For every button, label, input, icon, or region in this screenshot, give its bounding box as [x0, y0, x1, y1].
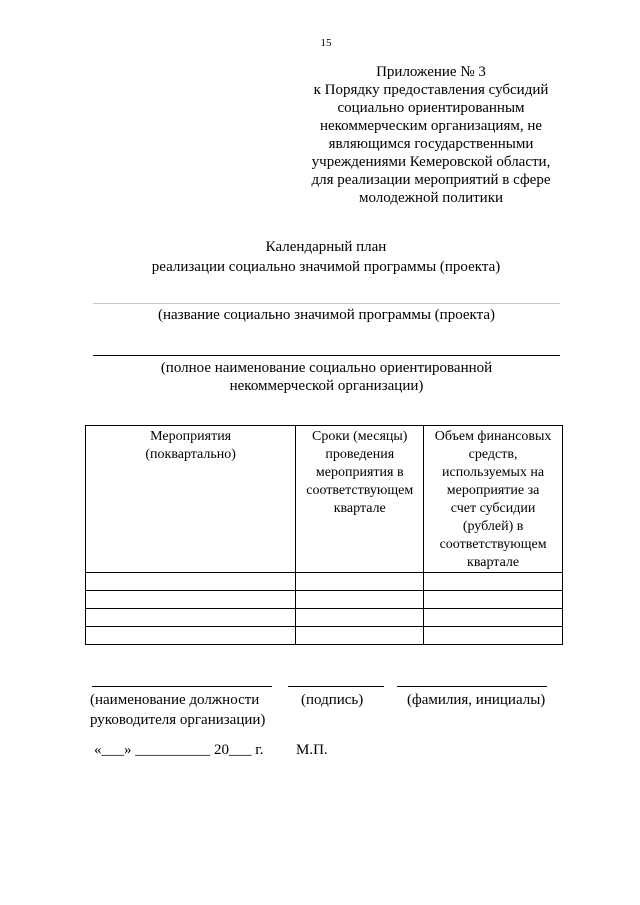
- table-header-row: [86, 426, 563, 573]
- date-open-quote: «: [94, 742, 102, 758]
- header-funding: [424, 426, 563, 573]
- appendix-header: [300, 63, 562, 207]
- header-text: счет субсидии: [450, 501, 536, 516]
- appendix-line: некоммерческим организациям, не: [319, 118, 543, 134]
- table-cell[interactable]: [424, 627, 563, 645]
- stamp-place: М.П.: [296, 742, 328, 758]
- header-text: соответствующем: [306, 483, 414, 498]
- header-text: (поквартально): [145, 447, 236, 462]
- org-name-caption: [93, 359, 560, 395]
- signature-caption: (подпись): [301, 692, 364, 708]
- header-text: Мероприятия: [150, 429, 232, 444]
- table-cell[interactable]: [424, 591, 563, 609]
- position-caption-line2: руководителя организации): [90, 712, 266, 728]
- appendix-line: для реализации мероприятий в сфере: [311, 172, 551, 188]
- header-text: средств,: [468, 447, 518, 462]
- table-cell[interactable]: [296, 573, 424, 591]
- position-caption-line1: (наименование должности: [90, 692, 260, 708]
- header-text: мероприятия в: [315, 465, 404, 480]
- year-suffix: г.: [255, 742, 264, 758]
- program-name-fill-line[interactable]: [93, 303, 560, 304]
- table-cell[interactable]: [86, 627, 296, 645]
- header-text: соответствующем: [439, 537, 547, 552]
- position-caption: [90, 690, 290, 730]
- table-cell[interactable]: [296, 627, 424, 645]
- org-caption-line1: (полное наименование социально ориентированной: [160, 360, 493, 376]
- table-row: [86, 627, 563, 645]
- name-caption: (фамилия, инициалы): [407, 692, 546, 708]
- plan-title: [0, 237, 640, 277]
- appendix-line: учреждениями Кемеровской области,: [311, 154, 551, 170]
- org-name-fill-line[interactable]: [93, 355, 560, 356]
- header-activities: [86, 426, 296, 573]
- header-text: квартале: [467, 555, 520, 570]
- plan-title-line2: реализации социально значимой программы (проекта): [151, 259, 501, 275]
- table-cell[interactable]: [86, 573, 296, 591]
- org-caption-line2: некоммерческой организации): [229, 378, 424, 394]
- table-cell[interactable]: [424, 573, 563, 591]
- appendix-line: к Порядку предоставления субсидий: [313, 82, 549, 98]
- table-cell[interactable]: [296, 591, 424, 609]
- signature-fill-line[interactable]: [288, 686, 384, 687]
- header-text: (рублей) в: [462, 519, 524, 534]
- table-cell[interactable]: [424, 609, 563, 627]
- header-text: квартале: [333, 501, 386, 516]
- table-row: [86, 609, 563, 627]
- table-cell[interactable]: [86, 591, 296, 609]
- table-row: [86, 591, 563, 609]
- calendar-plan-table: [85, 425, 563, 645]
- header-timing: [296, 426, 424, 573]
- header-text: Объем финансовых: [434, 429, 552, 444]
- appendix-line: социально ориентированным: [337, 100, 525, 116]
- year-prefix: 20: [214, 742, 229, 758]
- appendix-line: являющимся государственными: [328, 136, 534, 152]
- header-text: используемых на: [442, 465, 545, 480]
- month-blank[interactable]: __________: [135, 742, 211, 758]
- program-name-caption: (название социально значимой программы (проекта): [157, 307, 496, 323]
- table-cell[interactable]: [86, 609, 296, 627]
- year-blank[interactable]: ___: [229, 742, 252, 758]
- table-row: [86, 573, 563, 591]
- appendix-line: Приложение № 3: [376, 64, 486, 80]
- header-text: проведения: [325, 447, 395, 462]
- table-cell[interactable]: [296, 609, 424, 627]
- header-text: Сроки (месяцы): [312, 429, 408, 444]
- plan-title-line1: Календарный план: [265, 239, 387, 255]
- position-fill-line[interactable]: [92, 686, 272, 687]
- day-blank[interactable]: ___: [101, 742, 124, 758]
- name-fill-line[interactable]: [397, 686, 547, 687]
- date-line: [94, 742, 263, 759]
- appendix-line: молодежной политики: [358, 190, 504, 206]
- date-close-quote: »: [124, 742, 132, 758]
- page-number: 15: [320, 37, 332, 49]
- header-text: мероприятие за: [446, 483, 540, 498]
